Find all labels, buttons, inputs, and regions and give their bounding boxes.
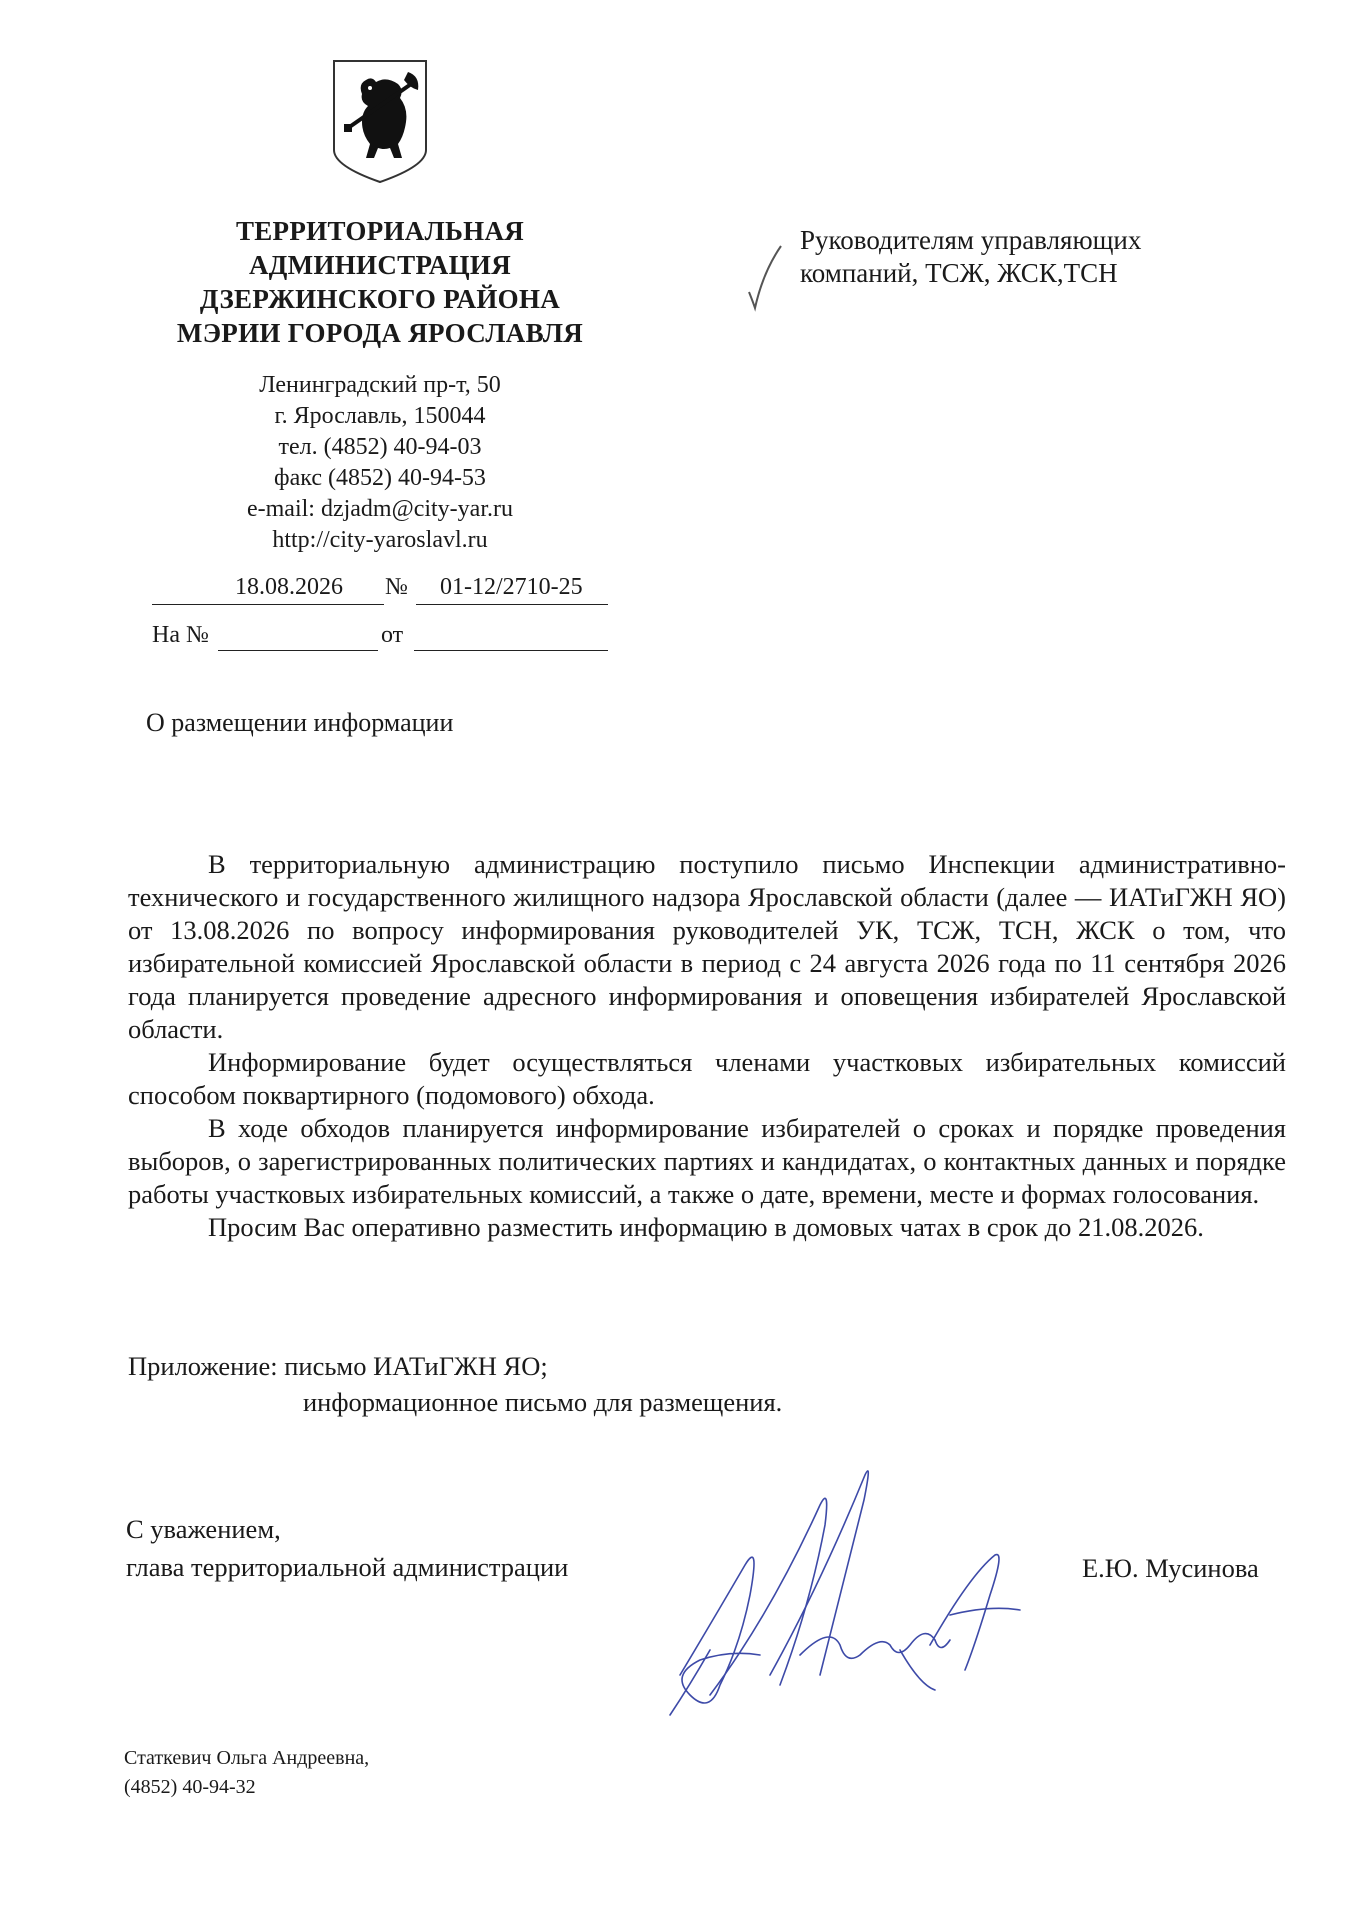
number-sign: № bbox=[385, 574, 408, 600]
signer-position: глава территориальной администрации bbox=[126, 1552, 569, 1582]
executor-phone: (4852) 40-94-32 bbox=[124, 1776, 256, 1798]
org-line: АДМИНИСТРАЦИЯ bbox=[248, 250, 511, 280]
executor-name: Статкевич Ольга Андреевна, bbox=[124, 1747, 370, 1769]
body-paragraph: Просим Вас оперативно разместить информацию в домовых чатах в срок до 21.08.2026. bbox=[208, 1212, 1204, 1242]
attachment-label: Приложение: письмо ИАТиГЖН ЯО; bbox=[128, 1351, 548, 1381]
website-line: http://city-yaroslavl.ru bbox=[272, 527, 488, 553]
executor-block bbox=[124, 1744, 369, 1802]
date-underline bbox=[152, 604, 384, 605]
reply-date-underline bbox=[414, 650, 608, 651]
coat-of-arms-icon bbox=[330, 58, 430, 186]
signer-name: Е.Ю. Мусинова bbox=[1082, 1553, 1259, 1583]
city-line: г. Ярославль, 150044 bbox=[274, 403, 486, 429]
org-line: МЭРИИ ГОРОДА ЯРОСЛАВЛЯ bbox=[176, 318, 584, 348]
letter-body bbox=[128, 848, 1286, 1244]
regards-text: С уважением, bbox=[126, 1514, 281, 1544]
recipient-block bbox=[800, 224, 1220, 290]
organization-title bbox=[140, 214, 620, 350]
reply-number-label: На № bbox=[152, 622, 209, 648]
reply-number-underline bbox=[218, 650, 378, 651]
org-line: ДЗЕРЖИНСКОГО РАЙОНА bbox=[199, 284, 561, 314]
body-paragraph: В ходе обходов планируется информирование избирателей о сроках и порядке проведения выборов, о зарегистрированных политических партиях и кандидатах, о контактных данных и порядке работы участковых избирательных комиссий, а также о дате, времени, месте и формах голосования. bbox=[128, 1113, 1286, 1209]
letter-subject: О размещении информации bbox=[146, 708, 454, 737]
address-line: Ленинградский пр-т, 50 bbox=[259, 372, 501, 398]
body-paragraph: В территориальную администрацию поступило письмо Инспекции административно-технического и государственного жилищного надзора Ярославской области (далее — ИАТиГЖН ЯО) от 13.08.2026 по вопросу информирования руководителей УК, ТСЖ, ТСН, ЖСК о том, что избирательной комиссией Ярославской области в период с 24 августа 2026 года по 11 сентября 2026 года планируется проведение адресного информирования и оповещения избирателей Ярославской области. bbox=[128, 849, 1286, 1044]
reply-from-label: от bbox=[381, 622, 404, 648]
closing-block bbox=[126, 1510, 568, 1586]
attachments-block bbox=[128, 1348, 782, 1420]
fax-line: факс (4852) 40-94-53 bbox=[274, 465, 486, 491]
registration-number: 01-12/2710-25 bbox=[440, 574, 583, 600]
phone-line: тел. (4852) 40-94-03 bbox=[278, 434, 482, 460]
handwritten-signature-icon bbox=[650, 1445, 1070, 1735]
recipient-line: компаний, ТСЖ, ЖСК,ТСН bbox=[800, 258, 1118, 288]
registration-date: 18.08.2026 bbox=[235, 574, 343, 600]
email-line: e-mail: dzjadm@city-yar.ru bbox=[246, 496, 513, 522]
attachment-item: информационное письмо для размещения. bbox=[303, 1387, 783, 1417]
number-underline bbox=[416, 604, 608, 605]
checkmark-icon bbox=[745, 242, 785, 312]
body-paragraph: Информирование будет осуществляться членами участковых избирательных комиссий способом поквартирного (подомового) обхода. bbox=[128, 1047, 1286, 1110]
recipient-line: Руководителям управляющих bbox=[800, 225, 1142, 255]
organization-contacts bbox=[140, 370, 620, 556]
org-line: ТЕРРИТОРИАЛЬНАЯ bbox=[235, 216, 525, 246]
